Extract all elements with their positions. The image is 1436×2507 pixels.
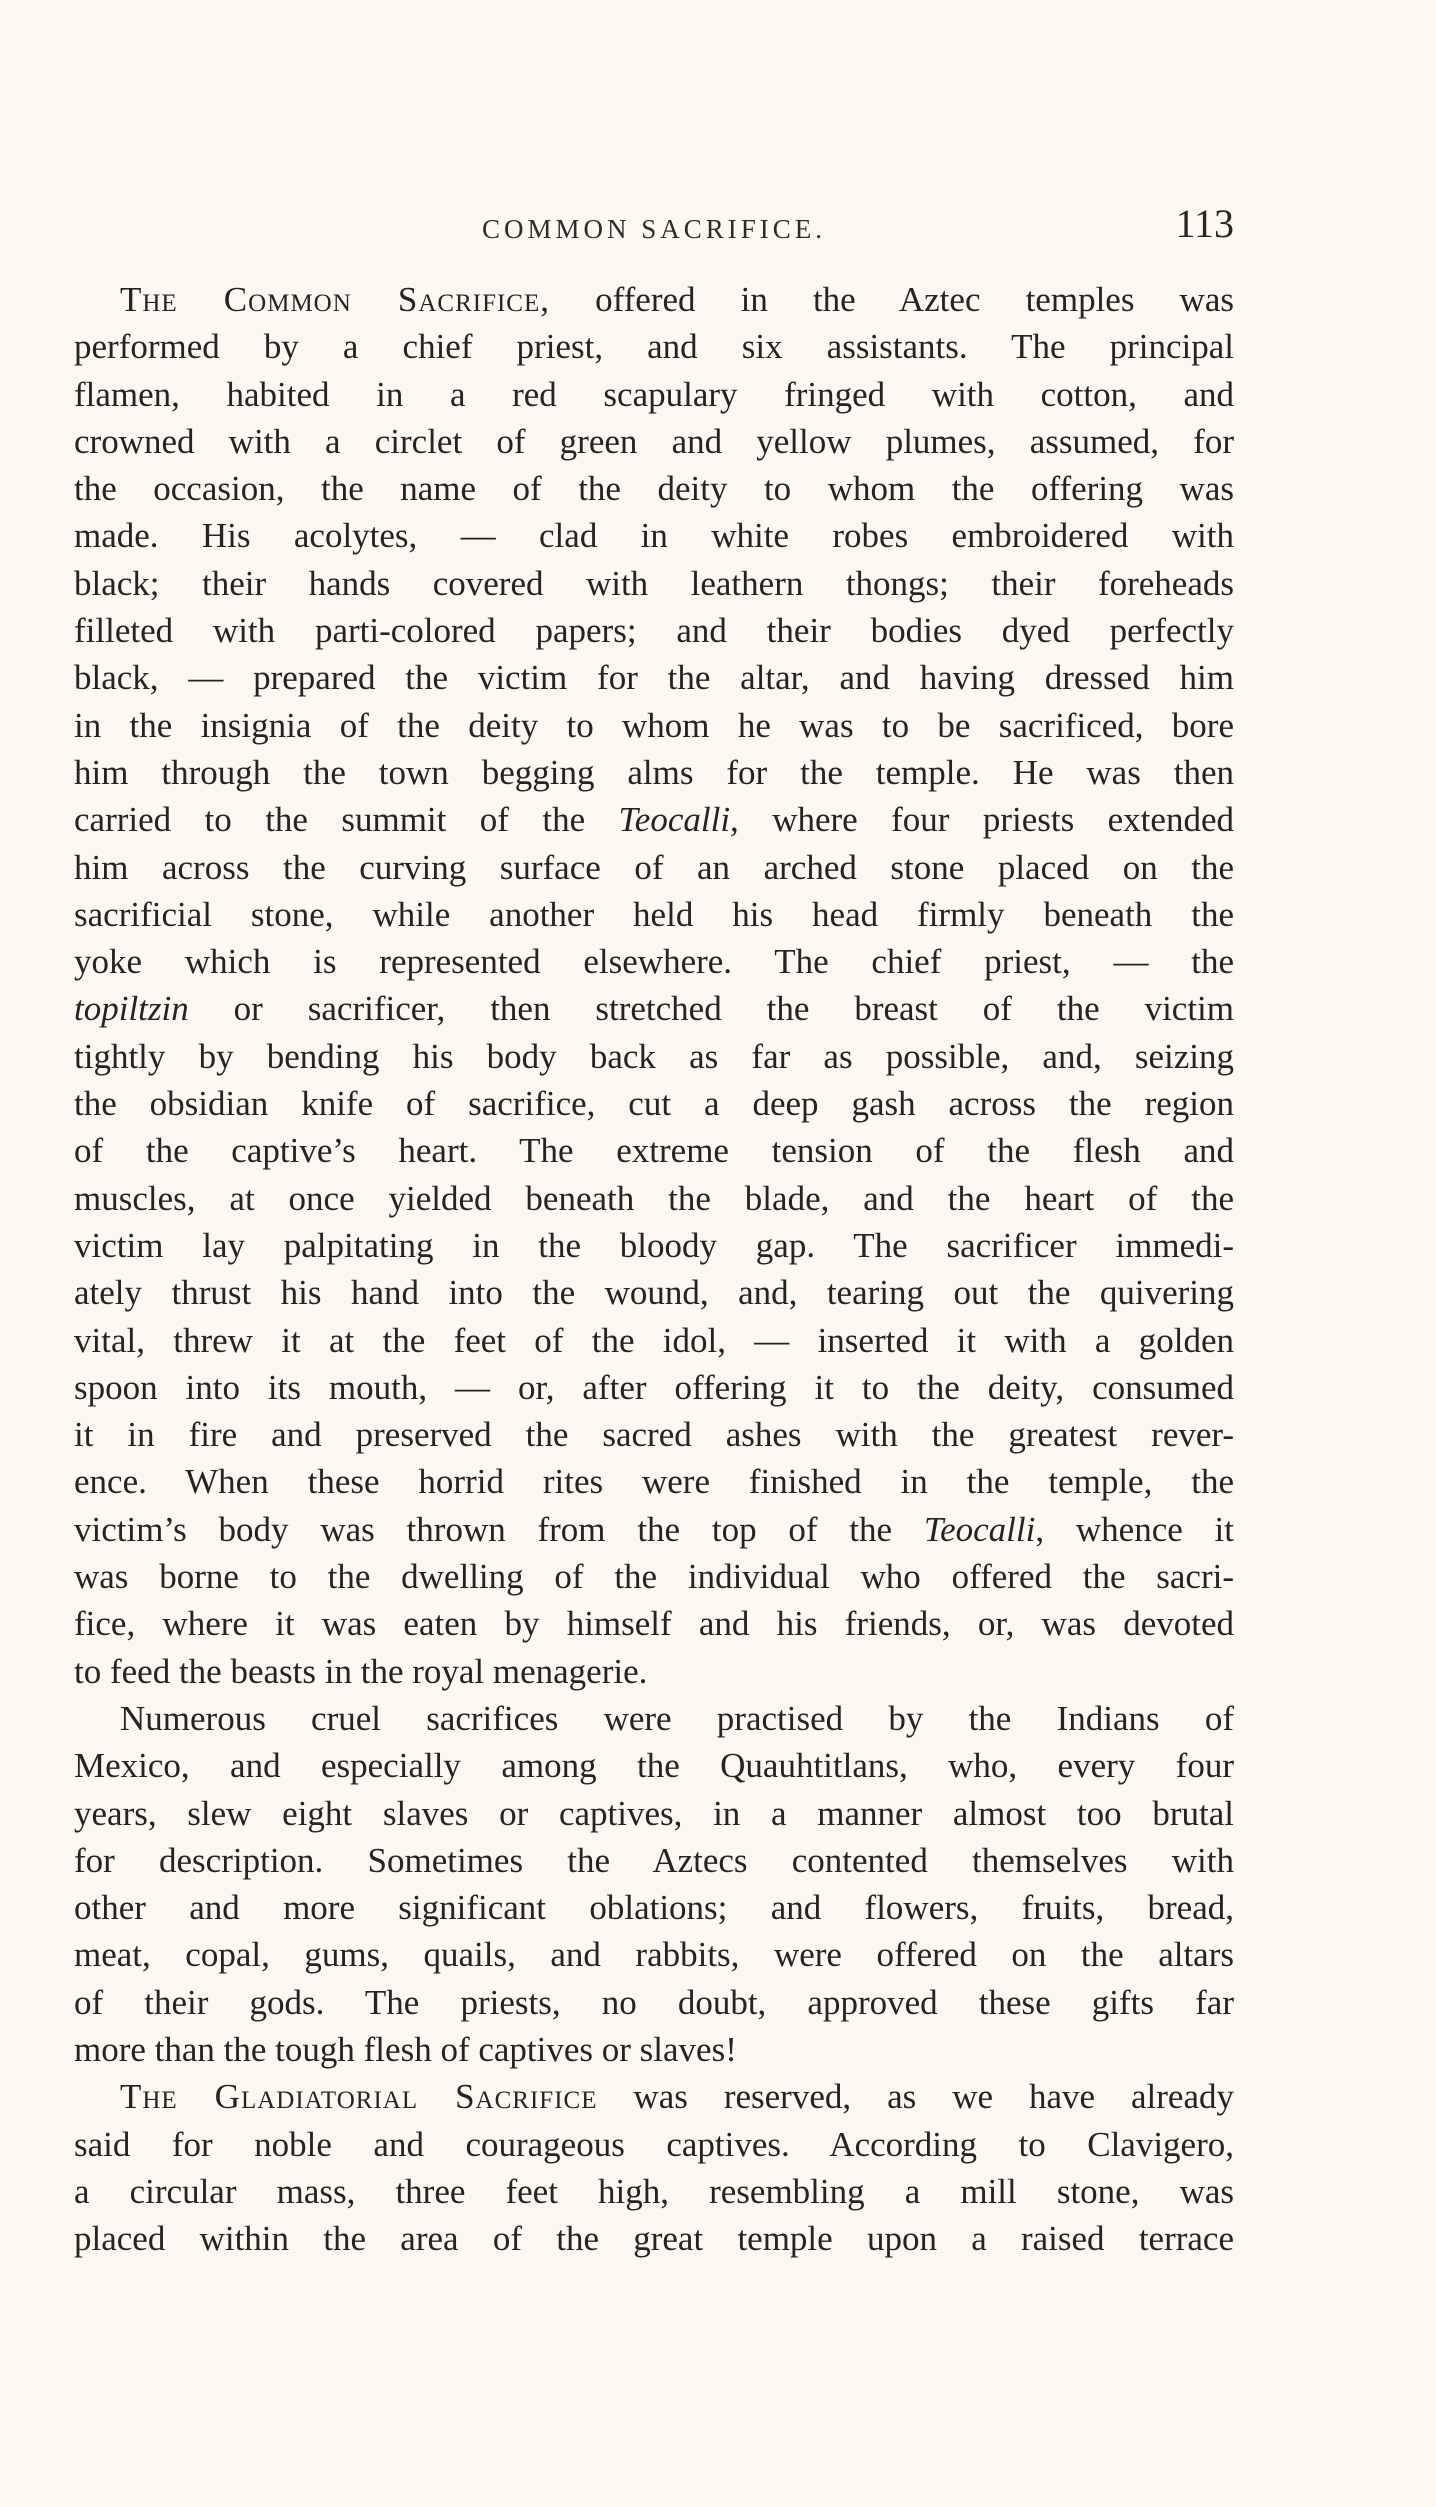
text-line: for description. Sometimes the Aztecs contented themselves with [74, 1840, 1234, 1880]
text-line: said for noble and courageous captives. According to Clavigero, [74, 2124, 1234, 2164]
text-line: filleted with parti-colored papers; and their bodies dyed perfectly [74, 611, 1234, 651]
small-caps-term: The Gladiatorial Sacrifice [120, 2077, 598, 2117]
text-line: performed by a chief priest, and six assistants. The principal [74, 327, 1234, 367]
text-line: was borne to the dwelling of the individual who offered the sacri- [74, 1557, 1234, 1597]
paragraph-cruel-sacrifices [74, 1695, 1234, 2073]
text-line: him across the curving surface of an arched stone placed on the [74, 847, 1234, 887]
text-line: more than the tough flesh of captives or slaves! [74, 2029, 737, 2069]
text-line: victim lay palpitating in the bloody gap. The sacrificer immedi- [74, 1225, 1234, 1265]
text-line: sacrificial stone, while another held his head firmly beneath the [74, 894, 1234, 934]
text-line: other and more significant oblations; and flowers, fruits, bread, [74, 1888, 1234, 1928]
text-line: fice, where it was eaten by himself and his friends, or, was devoted [74, 1604, 1234, 1644]
text-line: victim’s body was thrown from the top of the Teocalli, whence it [74, 1509, 1235, 1549]
running-title: COMMON SACRIFICE. [481, 214, 827, 244]
text-line: muscles, at once yielded beneath the blade, and the heart of the [74, 1178, 1234, 1218]
paragraph-common-sacrifice [74, 276, 1234, 1695]
page-number: 113 [1175, 201, 1234, 246]
text-line: the obsidian knife of sacrifice, cut a deep gash across the region [74, 1084, 1234, 1124]
text-line: Mexico, and especially among the Quauhtitlans, who, every four [74, 1746, 1234, 1786]
text-line: tightly by bending his body back as far as possible, and, seizing [74, 1036, 1234, 1076]
text-line: spoon into its mouth, — or, after offering it to the deity, consumed [74, 1367, 1234, 1407]
italic-term: topiltzin [74, 989, 189, 1029]
italic-term: Teocalli [618, 800, 731, 840]
text-line: black, — prepared the victim for the altar, and having dressed him [74, 658, 1234, 698]
text-line: the occasion, the name of the deity to whom the offering was [74, 469, 1234, 509]
text-line: Numerous cruel sacrifices were practised by the Indians of [120, 1698, 1234, 1738]
text-line: ately thrust his hand into the wound, and, tearing out the quivering [74, 1273, 1234, 1313]
text-line: in the insignia of the deity to whom he was to be sacrificed, bore [74, 705, 1234, 745]
text-line: placed within the area of the great temple upon a raised terrace [74, 2219, 1234, 2259]
text-line: The Common Sacrifice, offered in the Aztec temples was [120, 280, 1234, 319]
text-line: him through the town begging alms for the temple. He was then [74, 752, 1234, 792]
italic-term: Teocalli [923, 1509, 1036, 1549]
text-line: ence. When these horrid rites were finished in the temple, the [74, 1462, 1234, 1502]
body-text [74, 276, 1234, 2262]
running-head [74, 200, 1234, 260]
text-line: carried to the summit of the Teocalli, where four priests extended [74, 800, 1234, 840]
text-line: a circular mass, three feet high, resembling a mill stone, was [74, 2171, 1234, 2211]
text-line: meat, copal, gums, quails, and rabbits, were offered on the altars [74, 1935, 1234, 1975]
text-line: of their gods. The priests, no doubt, approved these gifts far [74, 1982, 1234, 2022]
text-line: The Gladiatorial Sacrifice was reserved, as we have already [120, 2077, 1234, 2117]
text-line: black; their hands covered with leathern thongs; their foreheads [74, 563, 1234, 603]
text-line: yoke which is represented elsewhere. The chief priest, — the [74, 942, 1234, 982]
text-line: topiltzin or sacrificer, then stretched the breast of the victim [74, 989, 1234, 1029]
text-line: made. His acolytes, — clad in white robes embroidered with [74, 516, 1234, 556]
text-line: it in fire and preserved the sacred ashes with the greatest rever- [74, 1415, 1234, 1455]
text-line: crowned with a circlet of green and yellow plumes, assumed, for [74, 421, 1234, 461]
paragraph-gladiatorial-sacrifice [74, 2073, 1234, 2262]
small-caps-term: The Common Sacrifice, [120, 280, 550, 319]
text-line: flamen, habited in a red scapulary fringed with cotton, and [74, 374, 1234, 414]
text-line: of the captive’s heart. The extreme tension of the flesh and [74, 1131, 1234, 1171]
text-line: years, slew eight slaves or captives, in a manner almost too brutal [74, 1793, 1234, 1833]
text-line: to feed the beasts in the royal menagerie. [74, 1651, 648, 1691]
text-line: vital, threw it at the feet of the idol, — inserted it with a golden [74, 1320, 1234, 1360]
